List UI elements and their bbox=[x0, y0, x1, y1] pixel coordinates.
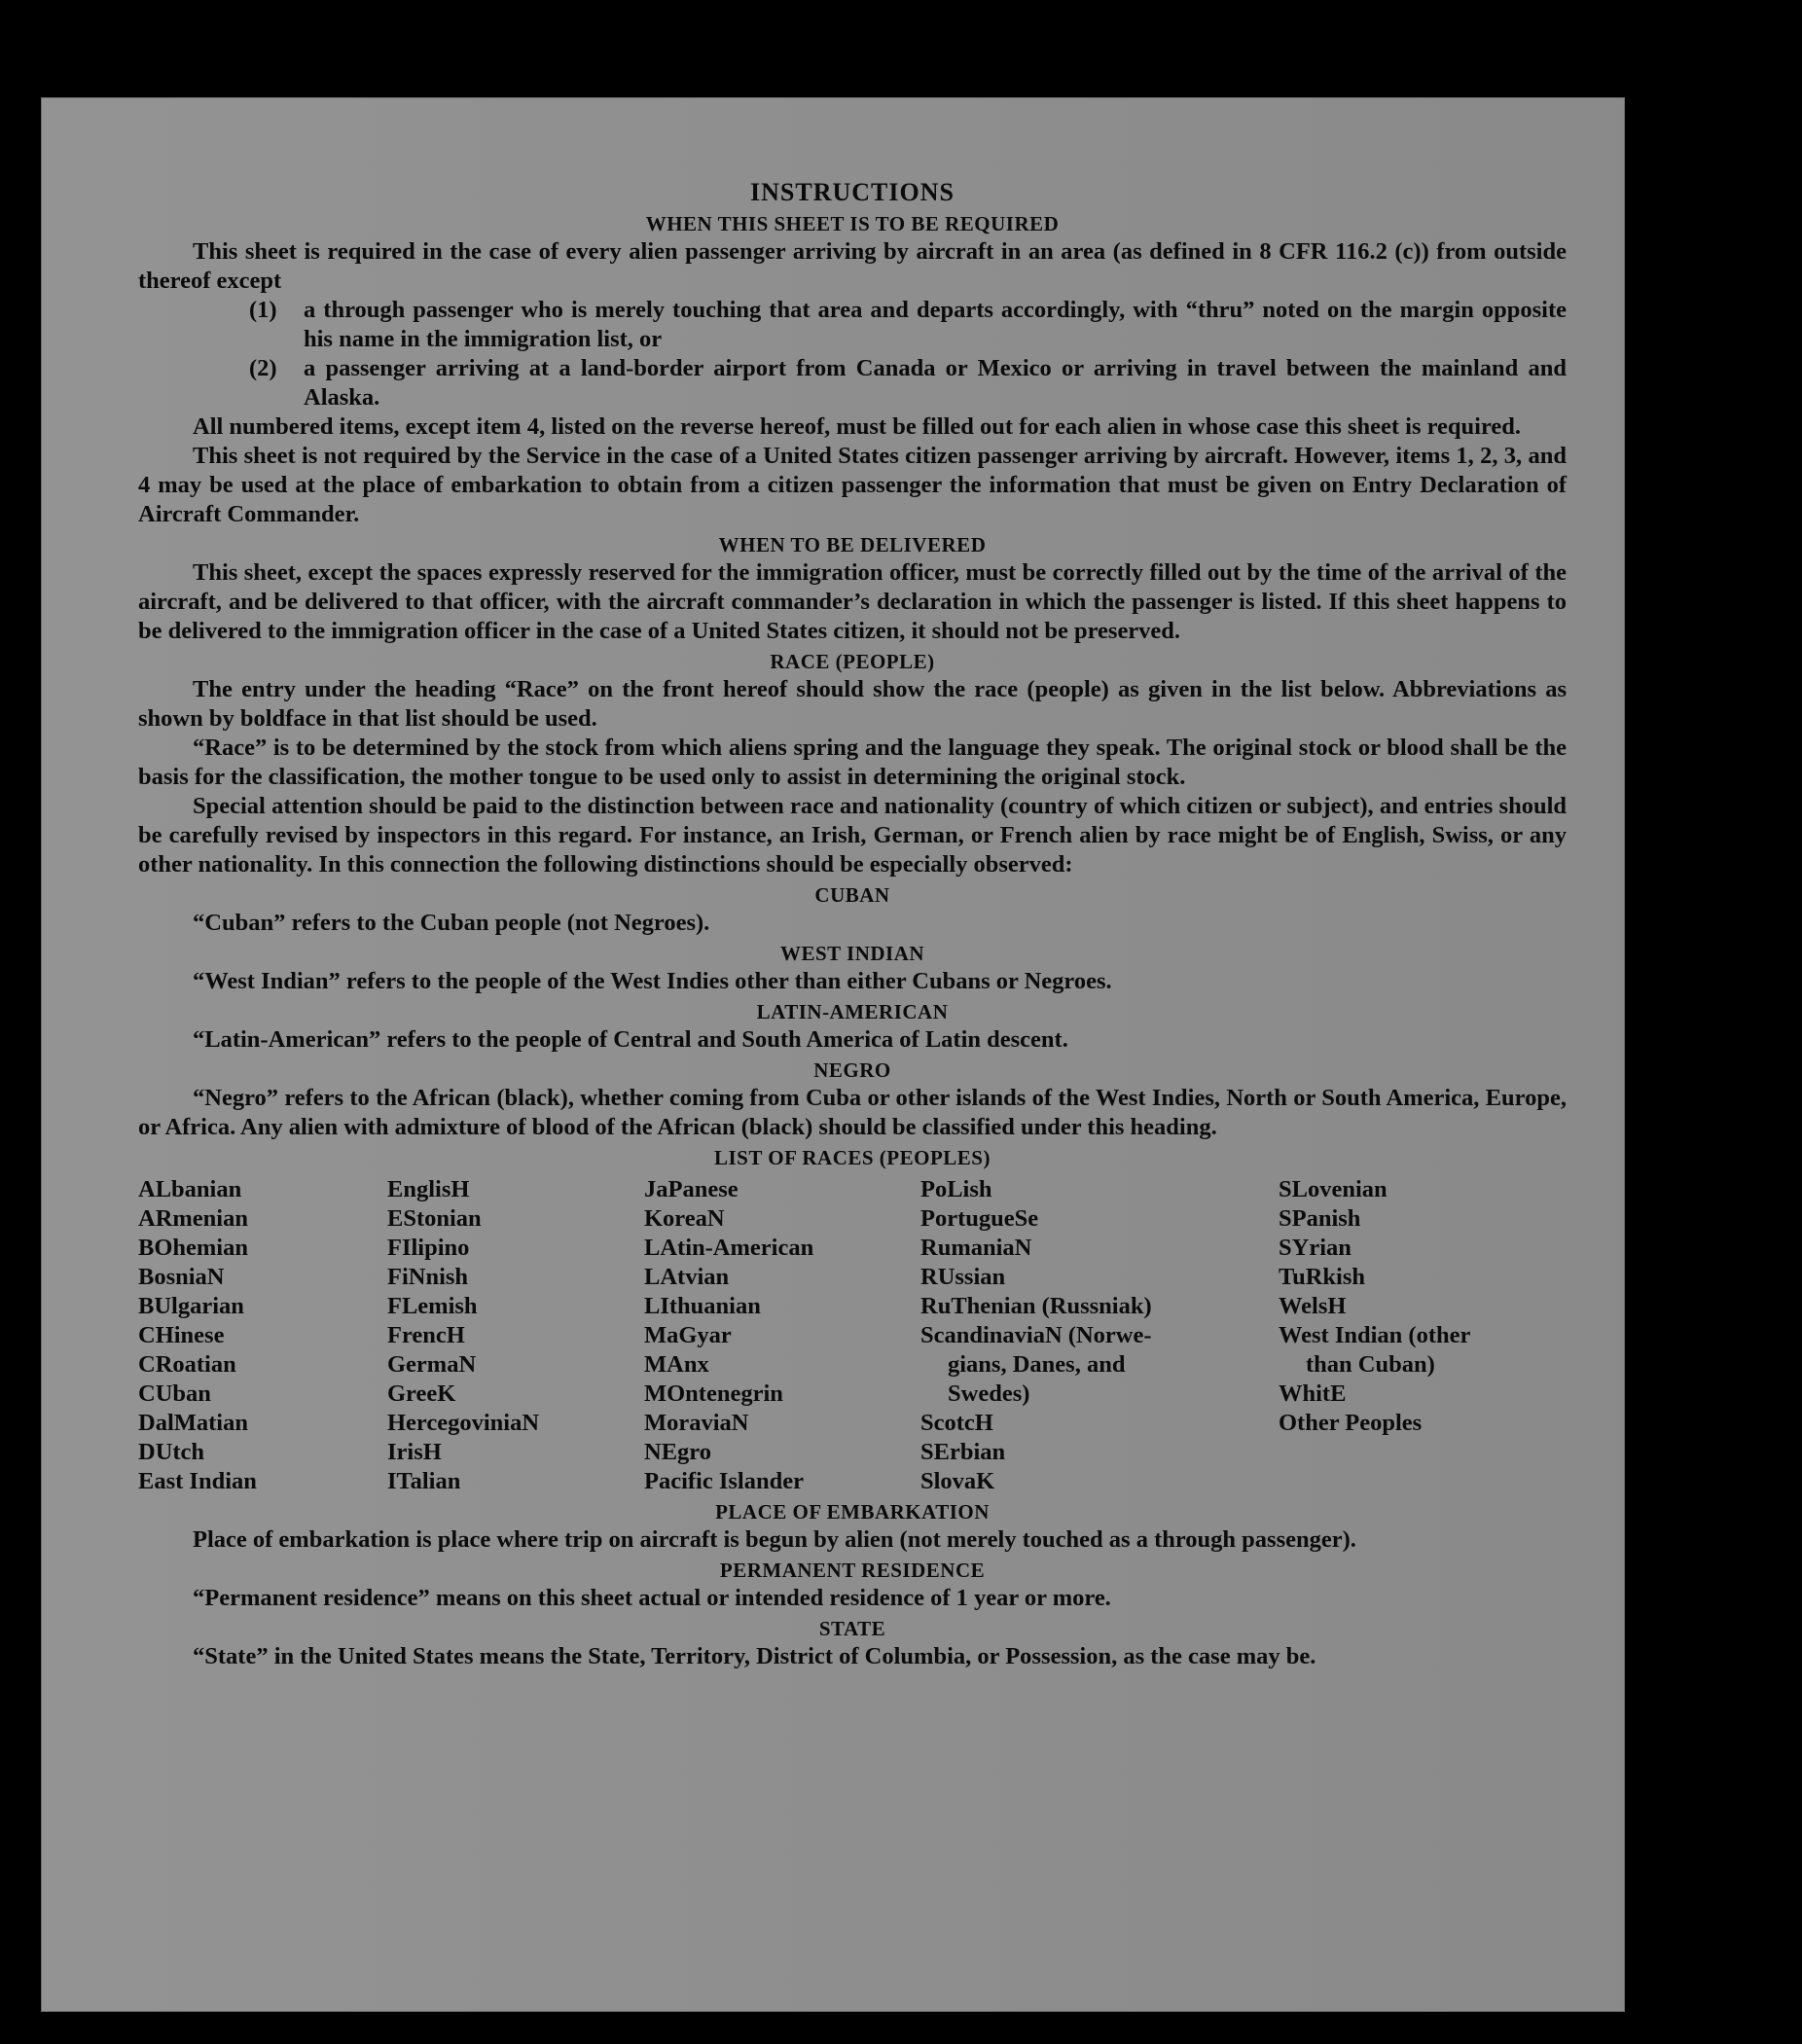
heading-permanent-residence: PERMANENT RESIDENCE bbox=[719, 1559, 986, 1582]
race-entry: PortugueSe bbox=[920, 1205, 1039, 1232]
race-entry: GreeK bbox=[387, 1381, 456, 1407]
race-entry: PoLish bbox=[920, 1176, 992, 1202]
paragraph: All numbered items, except item 4, listed on the reverse hereof, must be filled out for each alien in whose case this sheet is required. bbox=[193, 413, 1522, 440]
paragraph: “Race” is to be determined by the stock from which aliens spring and the language they speak. The original stock or blood shall be the basis for the classification, the mother tongue to be used only to assist in determining the original stock. bbox=[138, 735, 1567, 790]
race-entry: West Indian (other bbox=[1279, 1322, 1471, 1348]
race-entry-continued: than Cuban) bbox=[1306, 1351, 1435, 1378]
heading-place-of-embarkation: PLACE OF EMBARKATION bbox=[715, 1500, 990, 1524]
race-entry: BUlgarian bbox=[138, 1293, 244, 1319]
race-column bbox=[1279, 1175, 1561, 1496]
list-item bbox=[249, 296, 1567, 354]
race-column bbox=[644, 1175, 920, 1496]
paragraph: “Permanent residence” means on this sheet actual or intended residence of 1 year or more. bbox=[193, 1585, 1111, 1611]
heading-latin-american: LATIN-AMERICAN bbox=[756, 1000, 949, 1023]
race-entry: SLovenian bbox=[1279, 1176, 1388, 1202]
race-column bbox=[920, 1175, 1279, 1496]
race-entry: CRoatian bbox=[138, 1351, 236, 1378]
document-body bbox=[138, 177, 1567, 1671]
race-column bbox=[387, 1175, 644, 1496]
race-entry: MaGyar bbox=[644, 1322, 732, 1348]
race-entry: MoraviaN bbox=[644, 1410, 749, 1436]
race-entry: LIthuanian bbox=[644, 1293, 761, 1319]
race-entry: FIlipino bbox=[387, 1235, 470, 1261]
race-entry: SYrian bbox=[1279, 1235, 1352, 1261]
race-entry: EStonian bbox=[387, 1205, 482, 1232]
page-title: INSTRUCTIONS bbox=[750, 178, 955, 206]
paragraph: “Latin-American” refers to the people of Central and South America of Latin descent. bbox=[193, 1026, 1068, 1053]
race-list-table bbox=[138, 1175, 1567, 1496]
race-entry: LAtin-American bbox=[644, 1235, 814, 1261]
item-text: a passenger arriving at a land-border airport from Canada or Mexico or arriving in travel between the mainland and Alaska. bbox=[304, 355, 1567, 411]
race-entry: MAnx bbox=[644, 1351, 709, 1378]
heading-cuban: CUBAN bbox=[814, 883, 890, 907]
heading-when-required: WHEN THIS SHEET IS TO BE REQUIRED bbox=[645, 212, 1060, 235]
race-entry: RuThenian (Russniak) bbox=[920, 1293, 1152, 1319]
paragraph: “State” in the United States means the State, Territory, District of Columbia, or Possession, as the case may be. bbox=[193, 1643, 1316, 1669]
race-entry: ALbanian bbox=[138, 1176, 242, 1202]
race-entry: EnglisH bbox=[387, 1176, 470, 1202]
paragraph: “Cuban” refers to the Cuban people (not Negroes). bbox=[193, 910, 710, 936]
race-entry: WelsH bbox=[1279, 1293, 1347, 1319]
heading-state: STATE bbox=[818, 1617, 886, 1640]
race-entry: WhitE bbox=[1279, 1381, 1347, 1407]
paragraph: The entry under the heading “Race” on the front hereof should show the race (people) as given in the list below. Abbreviations as shown by boldface in that list should be used. bbox=[138, 676, 1567, 732]
paragraph: This sheet is not required by the Service in the case of a United States citizen passenger arriving by aircraft. However, items 1, 2, 3, and 4 may be used at the place of embarkation to obtain from a citizen passenger the information that must be given on Entry Declaration of Aircraft Commander. bbox=[138, 443, 1567, 527]
race-entry: Other Peoples bbox=[1279, 1410, 1423, 1436]
race-entry: SErbian bbox=[920, 1439, 1006, 1465]
race-entry: SPanish bbox=[1279, 1205, 1361, 1232]
heading-race: RACE (PEOPLE) bbox=[770, 650, 935, 673]
race-entry: ARmenian bbox=[138, 1205, 248, 1232]
race-entry: MOntenegrin bbox=[644, 1381, 783, 1407]
paragraph: This sheet is required in the case of every alien passenger arriving by aircraft in an area (as defined in 8 CFR 116.2 (c)) from outside thereof except bbox=[138, 238, 1567, 294]
race-entry: CUban bbox=[138, 1381, 211, 1407]
race-entry: CHinese bbox=[138, 1322, 225, 1348]
race-entry: DUtch bbox=[138, 1439, 205, 1465]
item-text: a through passenger who is merely touching that area and departs accordingly, with “thru” noted on the margin opposite his name in the immigration list, or bbox=[304, 297, 1567, 352]
race-entry: JaPanese bbox=[644, 1176, 739, 1202]
race-entry: East Indian bbox=[138, 1468, 257, 1494]
race-entry: FrencH bbox=[387, 1322, 465, 1348]
race-entry: TuRkish bbox=[1279, 1264, 1366, 1290]
race-entry: BOhemian bbox=[138, 1235, 248, 1261]
race-entry-continued: gians, Danes, and bbox=[948, 1351, 1126, 1378]
heading-west-indian: WEST INDIAN bbox=[779, 942, 925, 965]
paragraph: “Negro” refers to the African (black), whether coming from Cuba or other islands of the West Indies, North or South America, Europe, or Africa. Any alien with admixture of blood of the African (black) should be classified under this heading. bbox=[138, 1085, 1567, 1140]
race-entry: ScotcH bbox=[920, 1410, 993, 1436]
race-entry: Pacific Islander bbox=[644, 1468, 804, 1494]
race-entry: RumaniaN bbox=[920, 1235, 1032, 1261]
race-entry: FLemish bbox=[387, 1293, 478, 1319]
item-number: (1) bbox=[249, 297, 277, 323]
race-column bbox=[138, 1175, 387, 1496]
race-entry: ITalian bbox=[387, 1468, 461, 1494]
document-page bbox=[41, 97, 1625, 2012]
race-entry-continued: Swedes) bbox=[948, 1381, 1030, 1407]
race-entry: DalMatian bbox=[138, 1410, 248, 1436]
race-entry: RUssian bbox=[920, 1264, 1006, 1290]
race-entry: HercegoviniaN bbox=[387, 1410, 540, 1436]
race-entry: KoreaN bbox=[644, 1205, 725, 1232]
race-entry: ScandinaviaN (Norwe- bbox=[920, 1322, 1152, 1348]
item-number: (2) bbox=[249, 355, 277, 381]
race-entry: GermaN bbox=[387, 1351, 477, 1378]
race-entry: FiNnish bbox=[387, 1264, 469, 1290]
race-entry: LAtvian bbox=[644, 1264, 730, 1290]
list-item bbox=[249, 354, 1567, 412]
paragraph: Place of embarkation is place where trip on aircraft is begun by alien (not merely touched as a through passenger). bbox=[193, 1526, 1356, 1553]
paragraph: This sheet, except the spaces expressly reserved for the immigration officer, must be correctly filled out by the time of the arrival of the aircraft, and be delivered to that officer, with the aircraft commander’s declaration in which the passenger is listed. If this sheet happens to be delivered to the immigration officer in the case of a United States citizen, it should not be preserved. bbox=[138, 559, 1567, 644]
race-entry: SlovaK bbox=[920, 1468, 995, 1494]
race-entry: NEgro bbox=[644, 1439, 711, 1465]
paragraph: “West Indian” refers to the people of the West Indies other than either Cubans or Negroes. bbox=[193, 968, 1112, 994]
heading-list-of-races: LIST OF RACES (PEOPLES) bbox=[714, 1146, 991, 1169]
heading-when-delivered: WHEN TO BE DELIVERED bbox=[718, 533, 987, 556]
paragraph: Special attention should be paid to the distinction between race and nationality (country of which citizen or subject), and entries should be carefully revised by inspectors in this regard. For instance, an Irish, German, or French alien by race might be of English, Swiss, or any other nationality. In this connection the following distinctions should be especially observed: bbox=[138, 793, 1567, 878]
race-entry: BosniaN bbox=[138, 1264, 225, 1290]
race-entry: IrisH bbox=[387, 1439, 442, 1465]
heading-negro: NEGRO bbox=[813, 1058, 891, 1082]
